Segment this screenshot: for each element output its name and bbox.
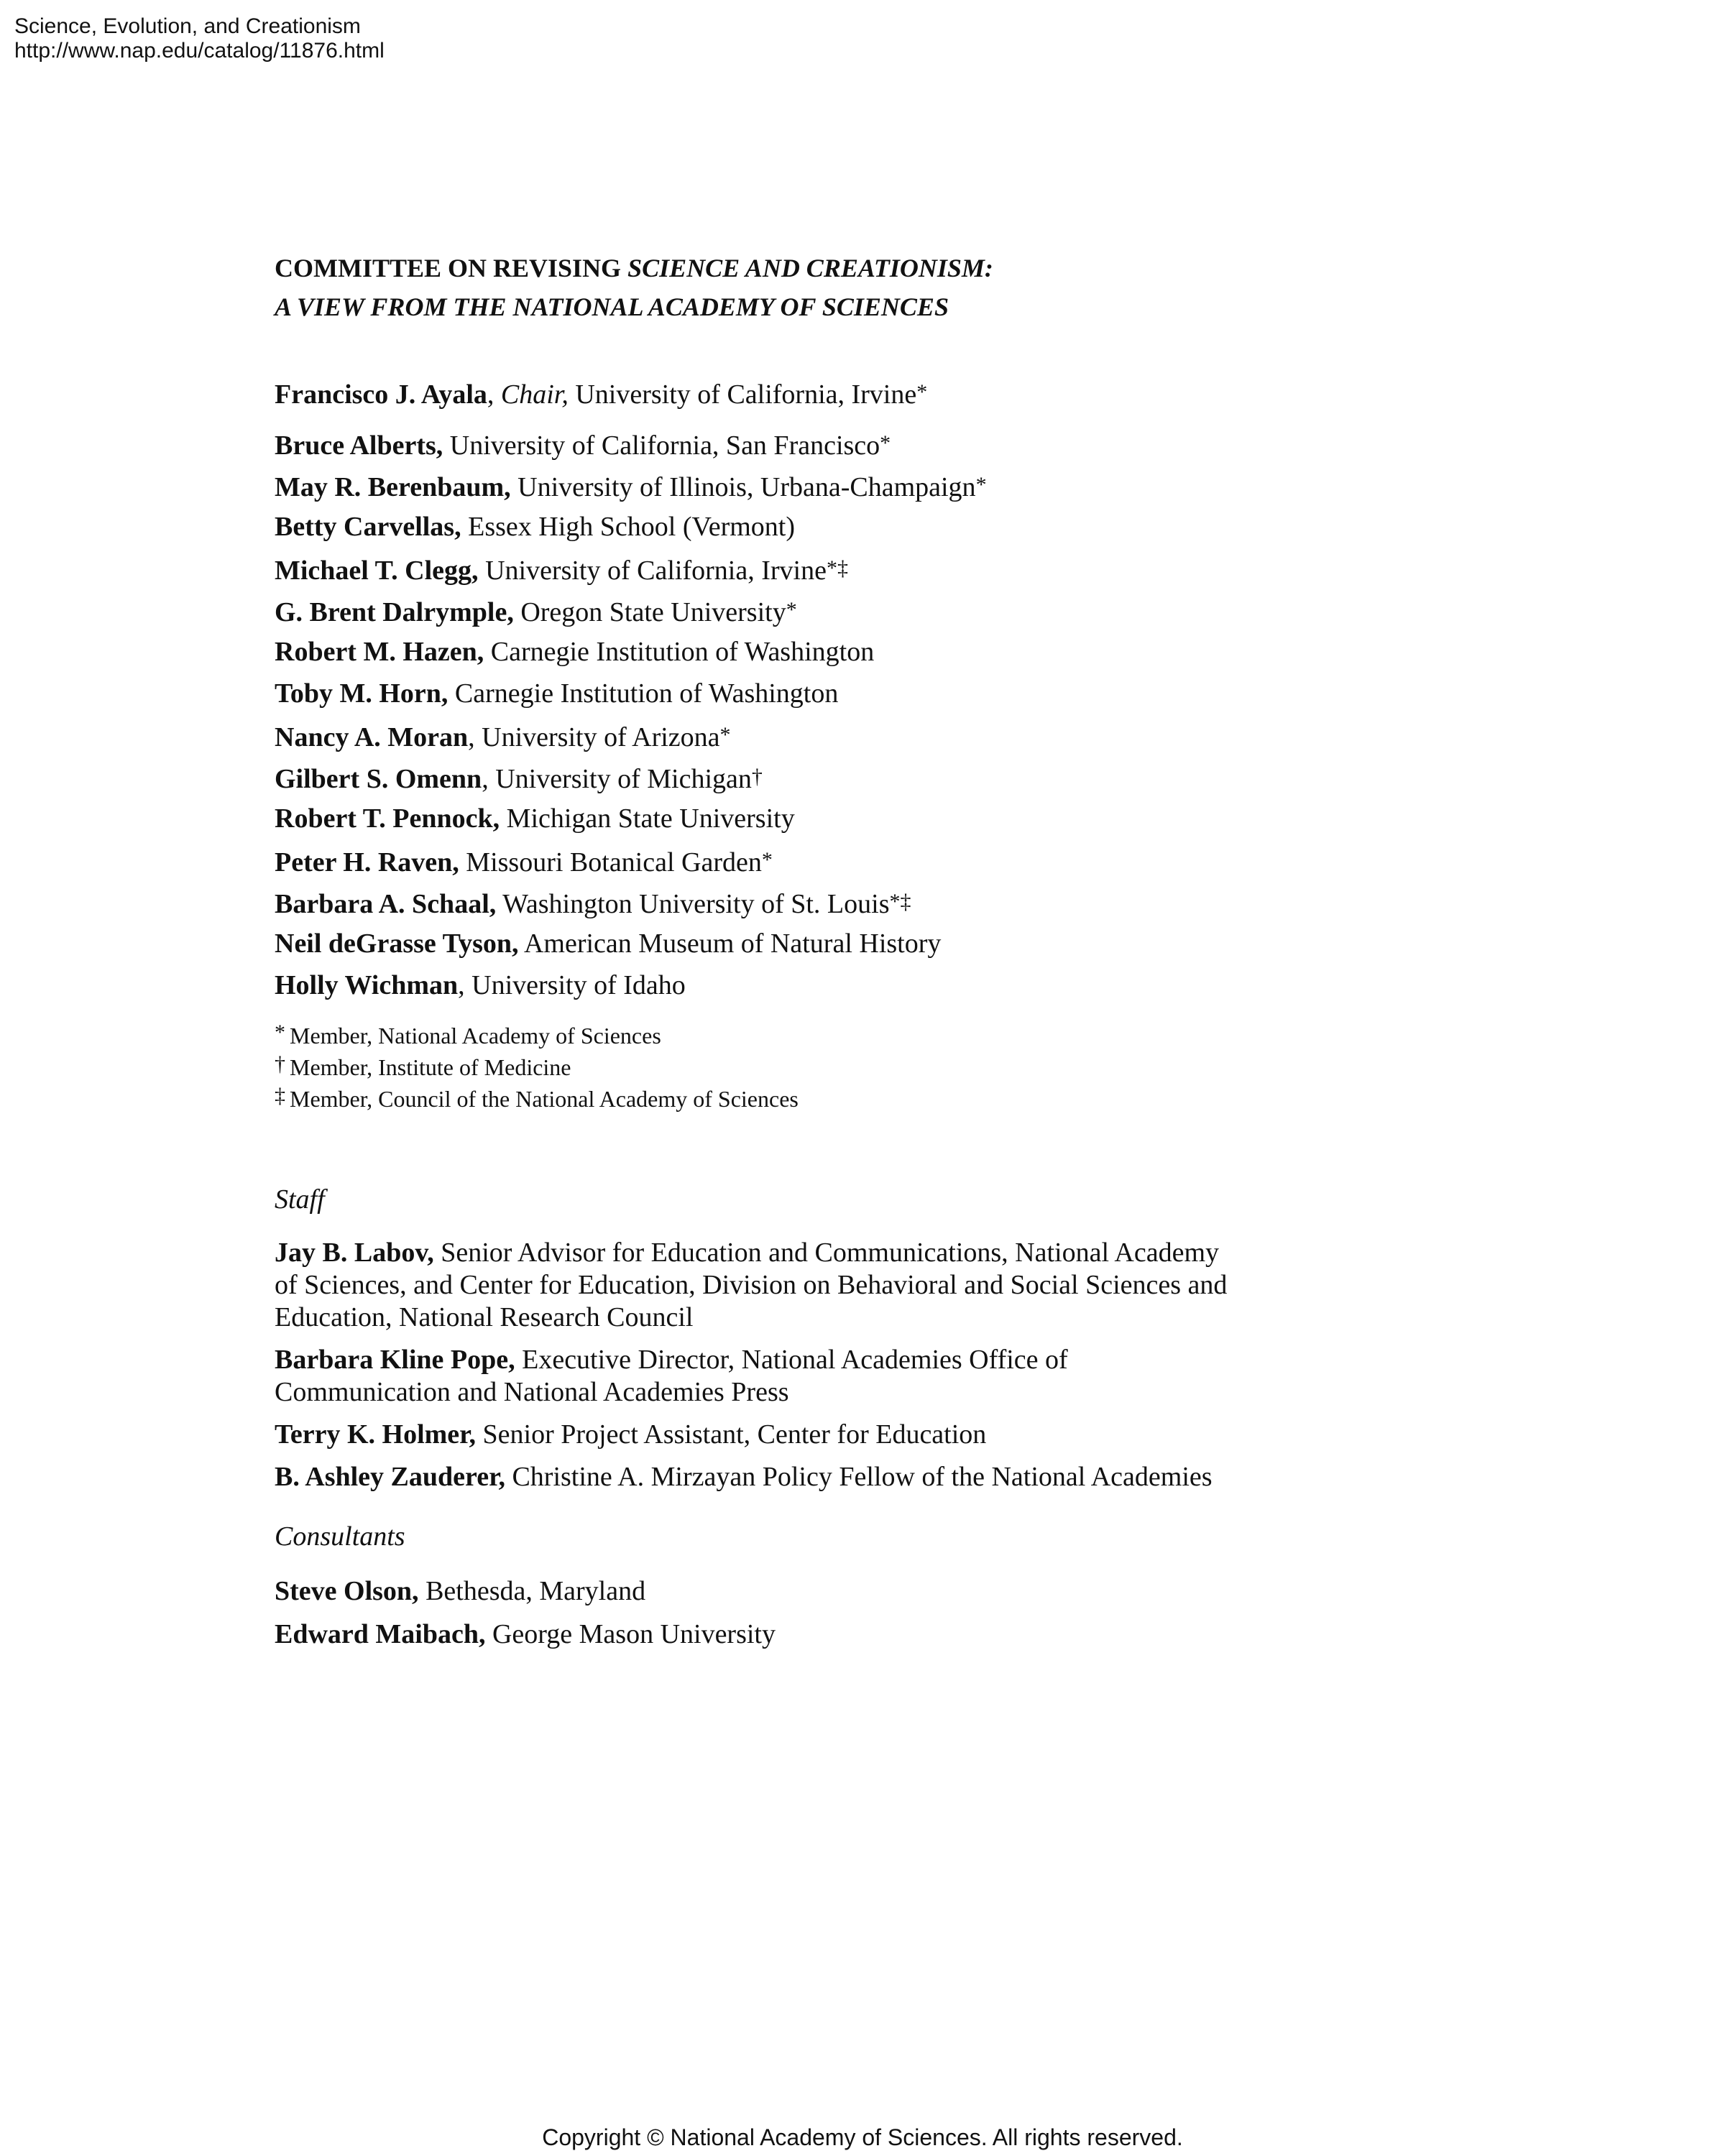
- chair-name: Francisco J. Ayala: [275, 379, 487, 410]
- committee-member: [275, 676, 1353, 718]
- staff-name: Jay B. Labov,: [275, 1238, 434, 1268]
- chair-separator: ,: [487, 379, 501, 410]
- committee-member: [275, 426, 1353, 468]
- member-affiliation: American Museum of Natural History: [518, 929, 942, 959]
- footnote-symbol: ‡: [275, 1084, 285, 1107]
- staff-name: Terry K. Holmer,: [275, 1419, 477, 1450]
- committee-title-line-2: [275, 287, 1353, 326]
- member-name: Nancy A. Moran: [275, 722, 469, 752]
- committee-chair: [275, 375, 1353, 412]
- member-name: Neil deGrasse Tyson,: [275, 929, 519, 959]
- member-marks: *: [786, 598, 797, 622]
- staff-name: Barbara Kline Pope,: [275, 1345, 515, 1375]
- staff-member: [275, 1419, 1238, 1451]
- member-affiliation: Essex High School (Vermont): [461, 512, 795, 542]
- member-name: Betty Carvellas,: [275, 512, 461, 542]
- member-marks: *: [719, 723, 731, 747]
- committee-title-line-2-text: A VIEW FROM THE NATIONAL ACADEMY OF SCIENCES: [275, 292, 949, 321]
- staff-name: B. Ashley Zauderer,: [275, 1462, 505, 1492]
- footnote: [275, 1018, 1353, 1050]
- committee-member: [275, 593, 1353, 635]
- committee-roster-page: [275, 249, 1353, 1660]
- staff-list: [275, 1237, 1353, 1493]
- committee-member: [275, 843, 1353, 885]
- member-affiliation: Michigan State University: [500, 803, 795, 834]
- committee-member: [275, 885, 1353, 926]
- member-affiliation: Carnegie Institution of Washington: [484, 637, 875, 667]
- member-affiliation: University of Illinois, Urbana-Champaign: [510, 472, 976, 502]
- staff-description: Executive Director, National Academies Office of Communication and National Academies Press: [275, 1345, 1068, 1407]
- document-source-url: http://www.nap.edu/catalog/11876.html: [14, 39, 385, 63]
- committee-member: [275, 635, 1353, 676]
- member-affiliation: Oregon State University: [513, 597, 786, 627]
- member-affiliation: Carnegie Institution of Washington: [448, 678, 839, 709]
- consultant: [275, 1617, 1353, 1660]
- chair-marks: *: [916, 380, 928, 404]
- member-marks: †: [751, 765, 763, 788]
- chair-role: Chair,: [500, 379, 569, 410]
- member-name: Holly Wichman: [275, 970, 459, 1000]
- document-source-title: Science, Evolution, and Creationism: [14, 14, 361, 38]
- consultant: [275, 1574, 1353, 1617]
- committee-title-prefix: COMMITTEE ON REVISING: [275, 254, 628, 282]
- footnote: [275, 1050, 1353, 1082]
- copyright-footer: Copyright © National Academy of Sciences. All rights reserved.: [542, 2124, 1183, 2150]
- member-marks: *: [975, 473, 987, 497]
- consultants-heading: Consultants: [275, 1521, 405, 1552]
- member-name: Gilbert S. Omenn: [275, 764, 482, 794]
- footnotes: [275, 1018, 1353, 1113]
- consultant-name: Steve Olson,: [275, 1576, 419, 1606]
- member-affiliation: Missouri Botanical Garden: [459, 847, 762, 877]
- consultants-list: [275, 1574, 1353, 1660]
- staff-member: [275, 1461, 1238, 1493]
- member-name: G. Brent Dalrymple,: [275, 597, 514, 627]
- footnote-text: Member, Institute of Medicine: [290, 1054, 571, 1080]
- committee-title-italic: SCIENCE AND CREATIONISM:: [627, 254, 993, 282]
- member-marks: *: [880, 431, 891, 455]
- committee-title: [275, 249, 1353, 326]
- member-affiliation: , University of Idaho: [458, 970, 686, 1000]
- member-affiliation: University of California, San Francisco: [443, 430, 880, 461]
- committee-member: [275, 718, 1353, 760]
- footnote: [275, 1082, 1353, 1113]
- member-affiliation: University of California, Irvine: [478, 556, 827, 586]
- member-affiliation: , University of Michigan: [482, 764, 752, 794]
- committee-member: [275, 760, 1353, 801]
- chair-affiliation: University of California, Irvine: [568, 379, 917, 410]
- member-marks: *‡: [889, 890, 911, 913]
- committee-member: [275, 926, 1353, 968]
- staff-description: Senior Project Assistant, Center for Education: [476, 1419, 987, 1450]
- member-name: Bruce Alberts,: [275, 430, 443, 461]
- staff-description: Senior Advisor for Education and Communications, National Academy of Sciences, and Center for Education, Division on Behavioral and Social Sciences and Education, National Research Council: [275, 1238, 1228, 1332]
- footnote-text: Member, National Academy of Sciences: [290, 1023, 661, 1049]
- footnote-symbol: *: [275, 1021, 285, 1044]
- committee-members: [275, 426, 1353, 1010]
- staff-heading: Staff: [275, 1184, 325, 1215]
- committee-member: [275, 468, 1353, 510]
- committee-member: [275, 551, 1353, 593]
- member-name: Robert T. Pennock,: [275, 803, 500, 834]
- member-name: Robert M. Hazen,: [275, 637, 484, 667]
- footnote-symbol: †: [275, 1052, 285, 1076]
- member-name: Michael T. Clegg,: [275, 556, 479, 586]
- staff-description: Christine A. Mirzayan Policy Fellow of the National Academies: [505, 1462, 1213, 1492]
- committee-title-line-1: [275, 249, 1353, 287]
- member-name: Barbara A. Schaal,: [275, 889, 497, 919]
- staff-member: [275, 1237, 1238, 1334]
- committee-member: [275, 968, 1353, 1010]
- staff-member: [275, 1344, 1238, 1409]
- committee-member: [275, 510, 1353, 551]
- consultant-description: George Mason University: [485, 1619, 776, 1649]
- member-affiliation: , University of Arizona: [468, 722, 720, 752]
- member-marks: *‡: [826, 556, 848, 580]
- consultant-name: Edward Maibach,: [275, 1619, 486, 1649]
- member-name: Peter H. Raven,: [275, 847, 459, 877]
- member-name: Toby M. Horn,: [275, 678, 448, 709]
- member-marks: *: [761, 848, 773, 872]
- member-name: May R. Berenbaum,: [275, 472, 511, 502]
- member-affiliation: Washington University of St. Louis: [496, 889, 890, 919]
- committee-member: [275, 801, 1353, 843]
- consultant-description: Bethesda, Maryland: [418, 1576, 646, 1606]
- footnote-text: Member, Council of the National Academy of Sciences: [290, 1086, 799, 1112]
